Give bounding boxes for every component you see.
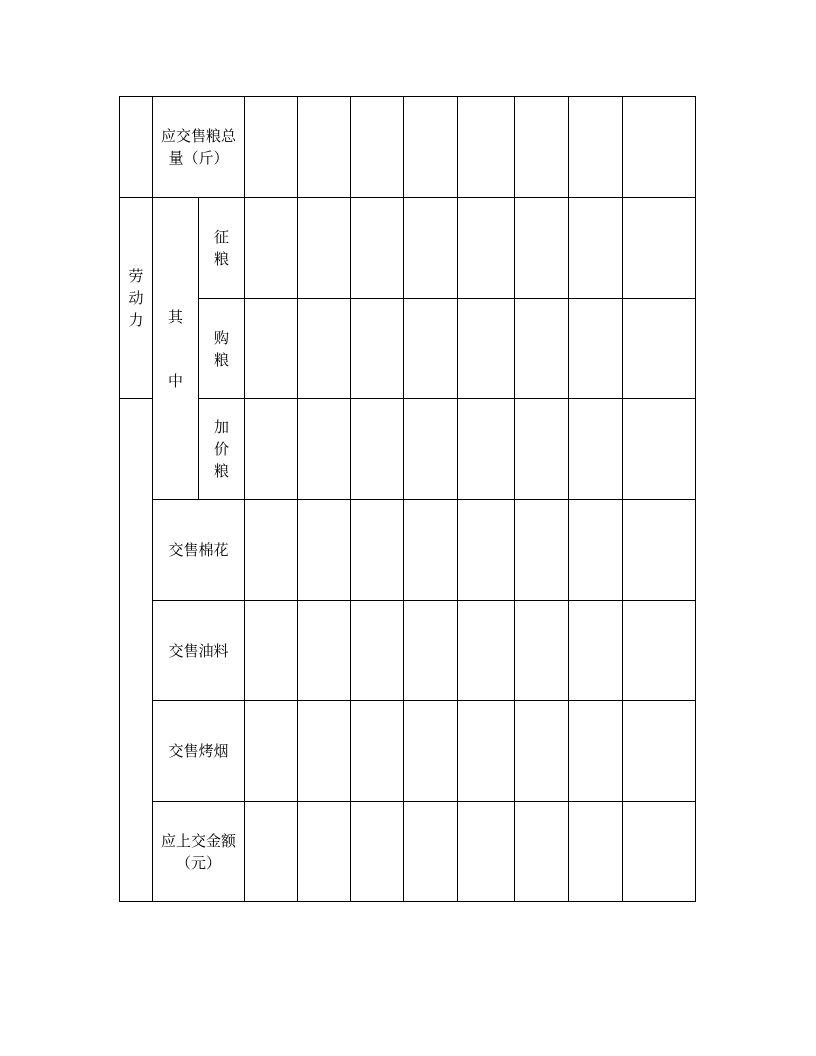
side-label-char: 动 — [128, 289, 144, 307]
row-divider — [119, 398, 152, 399]
row-label-char: 价 — [213, 440, 229, 458]
row-label-tobacco: 交售烤烟 — [168, 742, 229, 760]
side-label-labor — [120, 198, 152, 398]
row-label-char: 征 — [213, 228, 229, 246]
row-divider — [198, 398, 696, 399]
row-label-char: 粮 — [213, 250, 229, 268]
row-label-premium-grain — [199, 399, 244, 499]
grain-sales-table — [119, 96, 696, 902]
row-label-line: 应上交金额 — [160, 831, 236, 850]
side-label-char: 劳 — [128, 267, 144, 285]
side-label-char: 力 — [128, 311, 144, 329]
row-label-char: 购 — [213, 328, 229, 347]
group-label-among — [153, 198, 198, 499]
row-label-line: 量（斤） — [168, 149, 229, 167]
row-label-payment — [153, 802, 244, 901]
row-label-purchase-grain — [199, 299, 244, 398]
table-border-bottom — [119, 901, 696, 902]
row-label-line: 应交售粮总 — [160, 127, 236, 145]
group-label-char: 其 — [167, 307, 183, 326]
row-label-line: （元） — [175, 853, 221, 872]
row-label-char: 粮 — [213, 350, 229, 369]
row-label-char: 加 — [213, 418, 229, 436]
row-divider — [198, 298, 696, 299]
row-label-tax-grain — [199, 198, 244, 298]
row-label-total-grain — [153, 97, 244, 197]
row-label-cotton: 交售棉花 — [168, 541, 229, 559]
row-label-oil: 交售油料 — [168, 641, 229, 660]
row-label-char: 粮 — [213, 462, 229, 480]
group-label-char: 中 — [167, 371, 183, 390]
